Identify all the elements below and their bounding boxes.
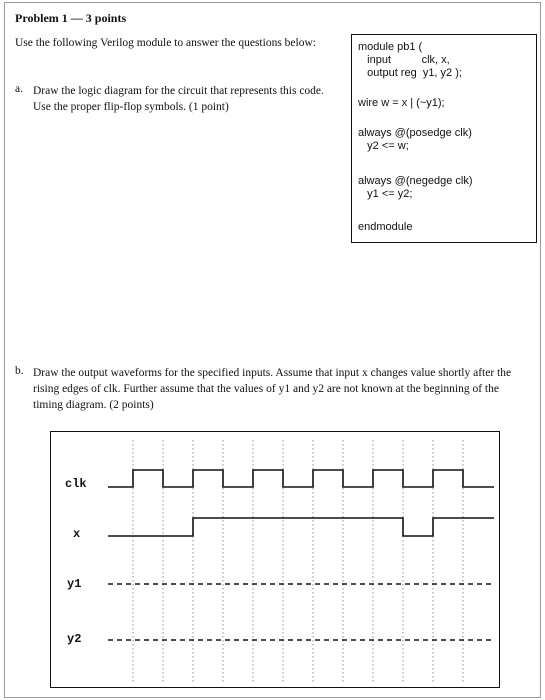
x-waveform	[108, 518, 494, 536]
problem-page	[4, 2, 541, 698]
code-line-y1-assign: y1 <= y2;	[358, 188, 413, 200]
problem-intro: Use the following Verilog module to answer the questions below:	[15, 37, 316, 49]
timing-guide-lines	[133, 440, 463, 682]
question-a-label: a.	[15, 83, 23, 95]
problem-title: Problem 1 — 3 points	[15, 11, 127, 25]
signal-label-clk: clk	[65, 477, 87, 491]
code-line-y2-assign: y2 <= w;	[358, 140, 409, 152]
verilog-code-box	[351, 34, 537, 243]
question-a-text: Draw the logic diagram for the circuit that represents this code. Use the proper flip-flop symbols. (1 point)	[33, 85, 324, 113]
code-line-always-pos: always @(posedge clk)	[358, 127, 472, 139]
waveform-canvas	[51, 432, 499, 687]
question-b-label: b.	[15, 365, 24, 377]
question-b-text: Draw the output waveforms for the specified inputs. Assume that input x changes value shortly after the rising edges of clk. Further assume that the values of y1 and y2 are not known at the beginning of the timing diagram. (2 points)	[33, 367, 512, 411]
timing-diagram	[50, 431, 500, 688]
code-line-endmodule: endmodule	[358, 221, 413, 233]
code-line-always-neg: always @(negedge clk)	[358, 175, 473, 187]
code-line-input: input clk, x,	[358, 54, 450, 66]
signal-label-x: x	[73, 527, 81, 541]
code-line-output: output reg y1, y2 );	[358, 67, 462, 79]
clk-waveform	[108, 470, 494, 487]
code-line-wire: wire w = x | (~y1);	[358, 97, 445, 109]
signal-label-y1: y1	[67, 577, 82, 591]
signal-label-y2: y2	[67, 632, 82, 646]
code-line-module: module pb1 (	[358, 41, 423, 53]
